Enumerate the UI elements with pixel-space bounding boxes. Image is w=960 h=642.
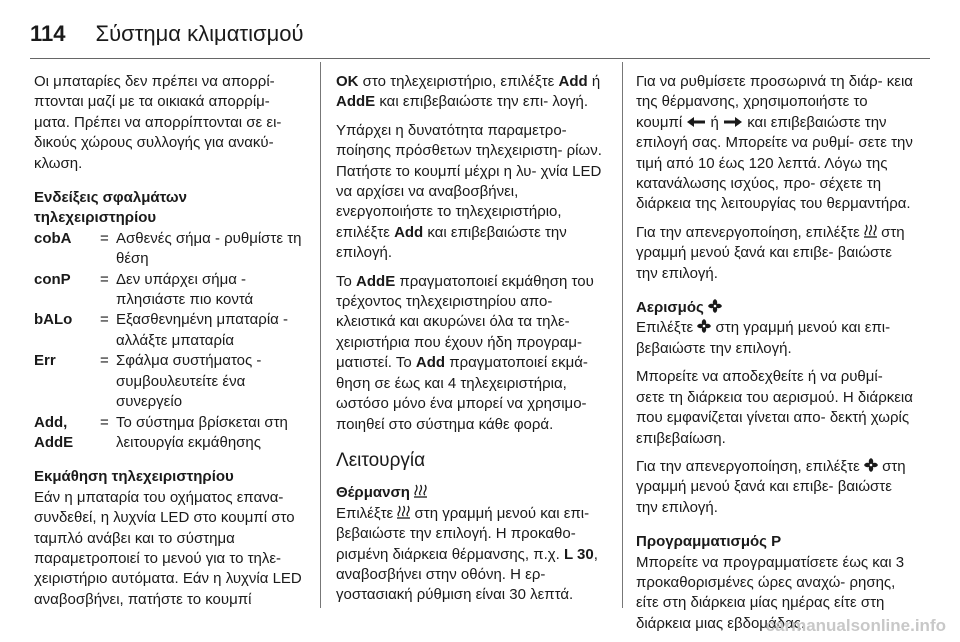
equals-sign: = — [100, 311, 109, 329]
error-code: Err — [34, 352, 56, 370]
error-description: Το σύστημα βρίσκεται στη λειτουργία εκμάθησης — [116, 413, 288, 451]
table-row — [34, 413, 309, 454]
equals-sign: = — [100, 413, 109, 431]
ventilation-heading: Αερισμός — [636, 298, 914, 318]
arrow-left-icon — [686, 116, 706, 128]
equals-sign: = — [100, 352, 109, 370]
table-row — [34, 351, 309, 412]
fan-icon — [864, 458, 878, 472]
error-description: Δεν υπάρχει σήμα - πλησιάστε πιο κοντά — [116, 270, 254, 309]
battery-disposal-text: Οι μπαταρίες δεν πρέπει να απορρί‐ πτονται μαζί με τα οικιακά απορρίμ‐ ματα. Πρέπει να απορρίπτονται σε ει‐ δικούς χώρους συλλογής για ανακύ‐ κλωση. — [34, 73, 282, 172]
column-divider — [622, 62, 623, 608]
column-divider — [320, 62, 321, 608]
duration-paragraph: Για να ρυθμίσετε προσωρινά τη διάρ‐ κεια της θέρμανσης, χρησιμοποιήστε το κουμπί ή και επιβεβαιώστε την επιλογή σας. Μπορείτε να ρυθμί‐ σετε την τιμή από 10 έως 120 λεπτά. Λόγω της κατανάλωσης ισχύος, προ‐ σέχετε τη διάρκεια της λειτουργίας του θερμαντήρα. — [636, 73, 913, 213]
page-number: 114 — [30, 21, 66, 46]
heating-text: Επιλέξτε στη γραμμή μενού και επι‐ βεβαιώστε την επιλογή. Η προκαθο‐ ρισμένη διάρκεια θέρμανσης, π.χ. L 30, αναβοσβήνει στην οθόνη. Η ερ‐ γοστασιακή ρύθμιση είναι 30 λεπτά. — [336, 504, 598, 604]
error-codes-table — [34, 229, 309, 453]
column-3 — [636, 72, 914, 642]
heating-off-paragraph: Για την απενεργοποίηση, επιλέξτε στη γραμμή μενού ξανά και επιβε‐ βαιώστε την επιλογή. — [636, 223, 905, 282]
ventilation-duration-text: Μπορείτε να αποδεχθείτε ή να ρυθμί‐ σετε τη διάρκεια του αερισμού. Η διάρκεια που εμφανίζεται γίνεται απο‐ δεκτή χωρίς επιβεβαίωση. — [636, 368, 913, 447]
adde-paragraph: Το AddE πραγματοποιεί εκμάθηση του τρέχοντος τηλεχειριστηρίου απο‐ κλειστικά και ακυρώνει όλα τα τηλε‐ χειριστήρια που έχουν ήδη προγραμ‐ ματιστεί. Το Add πραγματοποιεί εκμά‐ θηση σε έως και 4 τηλεχειριστήρια, ωστόσο μόνο ένα μπορεί να χρησιμο‐ ποιηθεί στο σύστημα κάθε φορά. — [336, 272, 594, 433]
programming-heading: Προγραμματισμός P — [636, 533, 782, 551]
error-code: Add, AddE — [34, 413, 74, 451]
errors-heading: Ενδείξεις σφαλμάτων τηλεχειριστηρίου — [34, 189, 187, 227]
ventilation-off-paragraph: Για την απενεργοποίηση, επιλέξτε στη γραμμή μενού ξανά και επιβε‐ βαιώστε την επιλογή. — [636, 457, 906, 516]
error-description: Ασθενές σήμα - ρυθμίστε τη θέση — [116, 229, 302, 268]
header-rule — [30, 58, 930, 59]
table-row — [34, 310, 309, 351]
error-code: cobA — [34, 229, 72, 247]
page-header — [30, 14, 304, 54]
ok-paragraph: OK στο τηλεχειριστήριο, επιλέξτε Add ή AddE και επιβεβαιώστε την επι‐ λογή. — [336, 73, 601, 111]
arrow-right-icon — [723, 116, 743, 128]
error-code: conP — [34, 270, 71, 288]
heating-icon — [864, 224, 877, 238]
table-row — [34, 229, 309, 270]
equals-sign: = — [100, 229, 109, 247]
learn-text: Εάν η μπαταρία του οχήματος επανα‐ συνδεθεί, η λυχνία LED στο κουμπί στο ταμπλό ανάβει και το σύστημα παραμετροποιεί το μενού για το τηλε‐ χειριστήριο αυτόματα. Εάν η λυχνία LED αναβοσβήνει, πατήστε το κουμπί — [34, 488, 302, 608]
error-description: Σφάλμα συστήματος - συμβουλευτείτε ένα συνεργείο — [116, 352, 262, 411]
watermark: carmanualsonline.info — [765, 616, 946, 635]
column-1 — [34, 72, 309, 618]
equals-sign: = — [100, 270, 109, 288]
learn-heading: Εκμάθηση τηλεχειριστηρίου — [34, 468, 234, 486]
heating-icon — [414, 484, 427, 498]
fan-icon — [697, 319, 711, 333]
error-description: Εξασθενημένη μπαταρία - αλλάξτε μπαταρία — [116, 311, 288, 349]
heating-icon — [397, 505, 410, 519]
error-code: bALo — [34, 311, 73, 329]
table-row — [34, 270, 309, 311]
section-title: Λειτουργία — [336, 449, 426, 471]
ventilation-text: Επιλέξτε στη γραμμή μενού και επι‐ βεβαιώστε την επιλογή. — [636, 319, 891, 357]
fan-icon — [708, 299, 722, 313]
heating-heading: Θέρμανση — [336, 483, 608, 503]
additional-remotes-paragraph: Υπάρχει η δυνατότητα παραμετρο‐ ποίησης πρόσθετων τηλεχειριστη‐ ρίων. Πατήστε το κουμπί μέχρι η λυ‐ χνία LED να αρχίσει να αναβοσβήνει, ενεργοποιήστε το τηλεχειριστήριο, επιλέξτε Add και επιβεβαιώστε την επιλογή. — [336, 121, 602, 262]
page-title: Σύστημα κλιματισμού — [95, 21, 304, 46]
column-2 — [336, 72, 608, 614]
programming-text: Μπορείτε να προγραμματίσετε έως και 3 προκαθορισμένες ώρες αναχώ‐ ρησης, είτε στη διάρκεια μίας ημέρας είτε στη διάρκεια μιας εβδομάδας. — [636, 553, 905, 632]
